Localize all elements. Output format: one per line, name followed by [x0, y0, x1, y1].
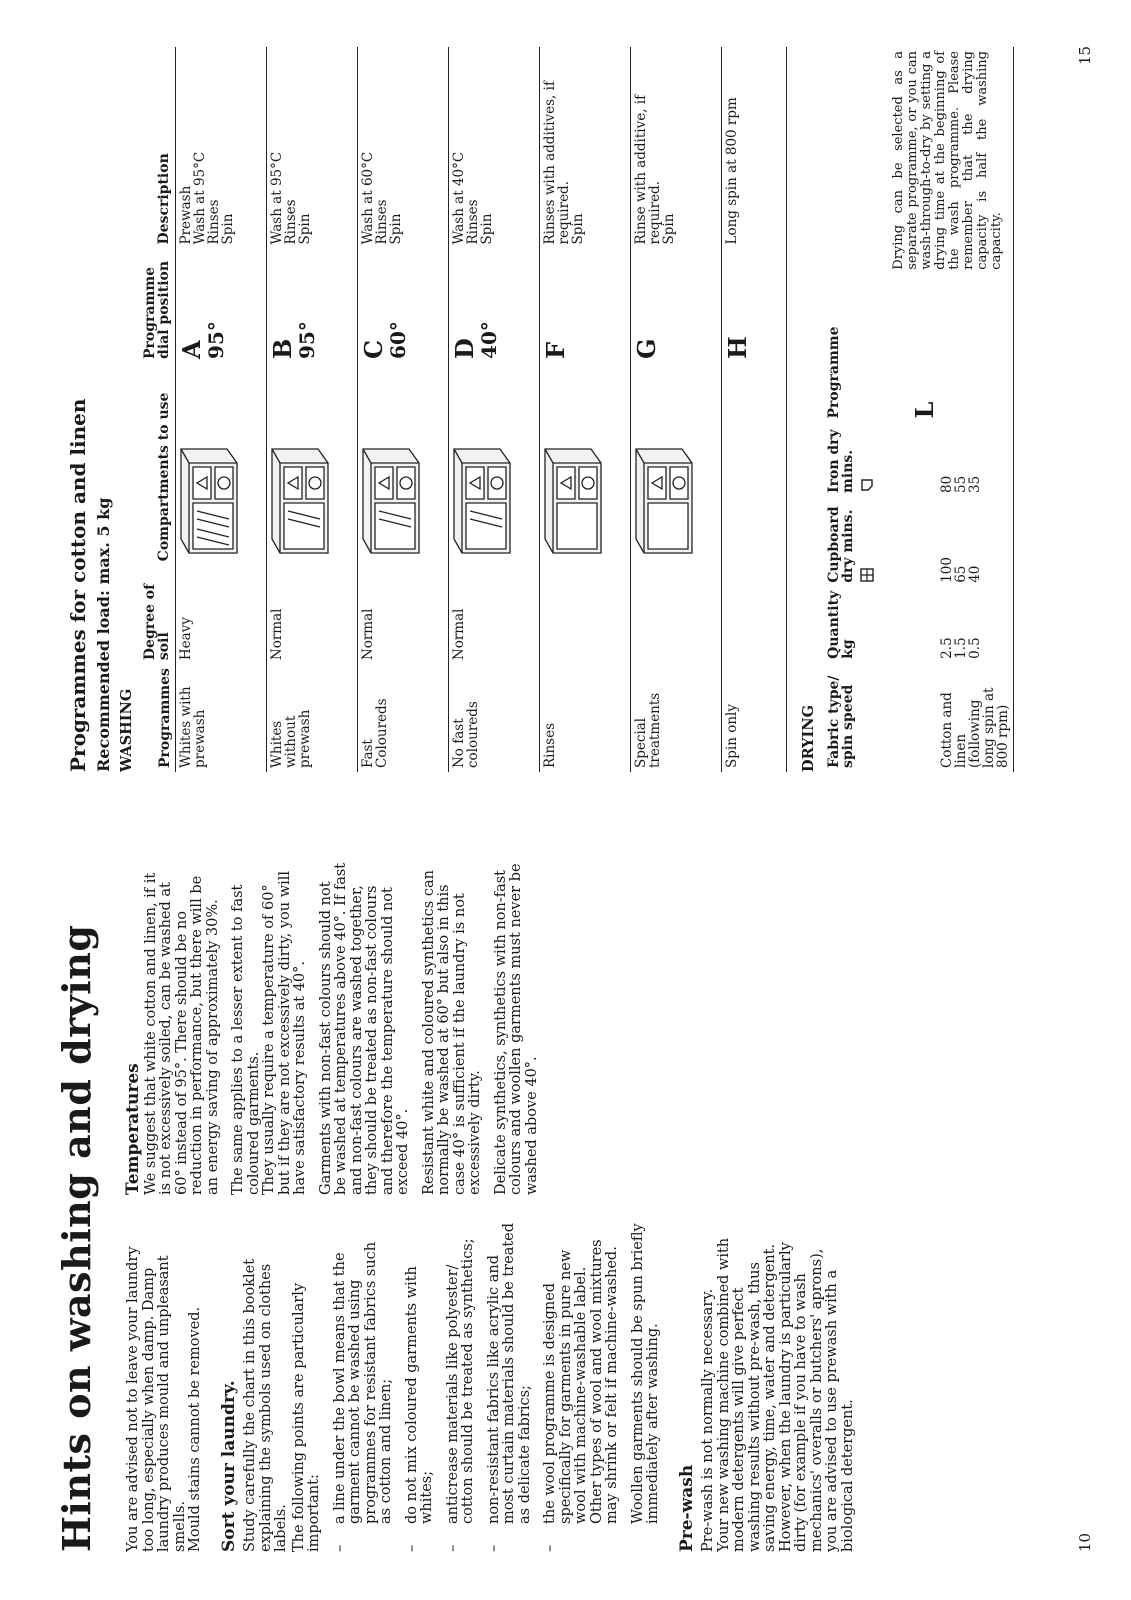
- column-header: [824, 663, 882, 772]
- description-line: Spin: [387, 213, 404, 245]
- programme-cell: Rinses: [539, 664, 630, 772]
- detergent-drawer-icon: [634, 443, 696, 561]
- drying-table: [824, 47, 1014, 772]
- washing-table: [140, 47, 787, 772]
- cupboard-dry-icon: [859, 567, 875, 583]
- dial-temperature: 40°: [476, 321, 501, 359]
- detergent-drawer-icon: [270, 443, 332, 561]
- column-label: Fabric type/ spin speed: [825, 675, 856, 768]
- column-header: Description: [155, 153, 172, 245]
- recommended-load: Recommended load: max. 5 kg: [93, 497, 113, 772]
- dial-cell: [630, 248, 721, 362]
- soil-cell: [539, 565, 630, 664]
- description-line: Spin: [569, 213, 586, 245]
- dial-letter: F: [540, 341, 570, 359]
- temperature-paragraph: They usually require a temperature of 60° but if they are not excessively dirty, you will have satisfactory results at 40°.: [260, 870, 308, 1195]
- column-header: Programme dial position: [141, 260, 172, 359]
- dial-letter: A: [176, 340, 206, 359]
- iron-cell: [882, 423, 1014, 497]
- prewash-paragraph: Your new washing machine combined with modern detergents will give perfect washing results without pre-wash, thus saving energy, time, water and detergent.: [715, 1237, 778, 1552]
- table-row: [630, 47, 721, 772]
- list-item: – anticrease materials like polyester/ cotton should be treated as synthetics;: [445, 1222, 476, 1552]
- column-header: [824, 497, 882, 587]
- sort-paragraph: The following points are particularly important:: [290, 1282, 322, 1552]
- detergent-drawer-icon: [179, 443, 241, 561]
- column-header: Programmes: [156, 668, 173, 768]
- dial-letter: H: [722, 336, 752, 359]
- table-row: [175, 47, 266, 772]
- temperatures-heading: Temperatures: [122, 1063, 143, 1195]
- list-item: – non-resistant fabrics like acrylic and most curtain materials should be treated as delicate fabrics;: [486, 1222, 533, 1552]
- dial-letter: G: [631, 338, 661, 359]
- left-column: [126, 1222, 866, 1552]
- temperature-paragraph: We suggest that white cotton and linen, if it is not excessively soiled, can be washed at 60° instead of 95°. There should be no reduction in performance, but there will be an energy saving of approximately 30%.: [142, 872, 220, 1195]
- woollen-note: Woollen garments should be spun briefly immediately after washing.: [629, 1223, 661, 1524]
- dial-cell: [448, 248, 539, 362]
- column-header: [824, 587, 882, 663]
- iron-value: 80: [938, 475, 955, 493]
- temperature-paragraph: The same applies to a lesser extent to fast coloured garments.: [229, 884, 261, 1195]
- description-cell: [721, 47, 786, 248]
- sort-heading: Sort your laundry.: [218, 1380, 238, 1552]
- dial-cell: [175, 248, 266, 362]
- description-line: Long spin at 800 rpm: [723, 97, 740, 245]
- page-title: Hints on washing and drying: [53, 924, 99, 1552]
- soil-cell: Normal: [448, 565, 539, 664]
- quantity-value: 1.5: [952, 637, 969, 659]
- page-number: 10: [1075, 1532, 1094, 1552]
- column-label: Quantity kg: [825, 590, 856, 659]
- dial-letter: D: [449, 338, 479, 359]
- column-header: Degree of soil: [141, 583, 172, 661]
- description-line: Wash at 95°C: [268, 151, 285, 245]
- dial-temperature: 60°: [385, 321, 410, 359]
- table-header: [140, 47, 176, 772]
- dial-cell: [266, 248, 357, 362]
- iron-dry-icon: [859, 477, 875, 493]
- list-item: – a line under the bowl means that the garment cannot be washed using programmes for resistant fabrics such as cotton and linen;: [332, 1222, 394, 1552]
- description-line: Wash at 95°C: [191, 151, 208, 245]
- iron-value: 55: [952, 475, 969, 493]
- programmes-title: Programmes for cotton and linen: [65, 398, 90, 772]
- cupboard-value: 100: [938, 557, 955, 583]
- prewash-paragraph: Pre-wash is not normally necessary.: [699, 1288, 716, 1552]
- rotated-spread: [16, 20, 1116, 1580]
- description-line: Rinses with additives, if required.: [541, 81, 572, 245]
- fabric-cell: Cotton and linen (following long spin at 800 rpm): [882, 663, 1014, 772]
- programme-cell: [882, 274, 1014, 423]
- compartments-cell: [357, 363, 448, 565]
- description-line: Wash at 40°C: [450, 151, 467, 245]
- soil-cell: [630, 565, 721, 664]
- programme-cell: Special treatments: [630, 664, 721, 772]
- compartments-cell: [175, 363, 266, 565]
- dial-temperature: 95°: [294, 321, 319, 359]
- dial-letter: L: [909, 401, 939, 419]
- soil-cell: Normal: [266, 565, 357, 664]
- cupboard-value: 65: [952, 565, 969, 583]
- sort-list: [332, 1222, 620, 1552]
- description-line: Rinse with additive, if required.: [632, 94, 663, 245]
- drying-heading: DRYING: [799, 705, 817, 772]
- table-row: [539, 47, 630, 772]
- list-item: – do not mix coloured garments with whites;: [404, 1222, 435, 1552]
- prewash-paragraph: However, when the laundry is particularly dirty (for example if you have to wash mechanics' overalls or butchers' aprons), you are advised to use prewash with a biological detergent.: [777, 1242, 855, 1552]
- compartments-cell: [539, 363, 630, 565]
- description-line: Rinses: [205, 199, 222, 245]
- description-line: Spin: [296, 213, 313, 245]
- left-page: [16, 820, 1116, 1580]
- detergent-drawer-icon: [361, 443, 423, 561]
- prewash-heading: Pre-wash: [676, 1464, 696, 1552]
- right-page: [16, 30, 1116, 790]
- quantity-cell: [882, 587, 1014, 663]
- right-column: [122, 860, 550, 1195]
- list-item: – the wool programme is designed specifically for garments in pure new wool with machine-washable label. Other types of wool and wool mixtures may shrink or felt if machine-washed.: [543, 1222, 621, 1552]
- intro-paragraph: You are advised not to leave your laundry too long, especially when damp. Damp laundry produces mould and unpleasant smells.: [124, 1246, 187, 1552]
- compartments-cell: [448, 363, 539, 565]
- temperature-paragraph: Resistant white and coloured synthetics can normally be washed at 60° but also in this case 40° is sufficient if the laundry is not excessively dirty.: [420, 870, 483, 1195]
- quantity-value: 2.5: [938, 637, 955, 659]
- soil-cell: [721, 565, 786, 664]
- programme-cell: Whites with prewash: [175, 664, 266, 772]
- description-line: Rinses: [282, 199, 299, 245]
- description-line: Rinses: [373, 199, 390, 245]
- table-row: [266, 47, 357, 772]
- table-header: [824, 47, 882, 772]
- column-header: Compartments to use: [155, 392, 172, 562]
- quantity-value: 0.5: [966, 637, 983, 659]
- cupboard-cell: [882, 497, 1014, 587]
- intro-paragraph: Mould stains cannot be removed.: [186, 1306, 203, 1552]
- cupboard-value: 40: [966, 565, 983, 583]
- table-row: [721, 47, 786, 772]
- description-line: Prewash: [177, 185, 194, 245]
- dial-temperature: 95°: [203, 321, 228, 359]
- description-cell: [266, 47, 357, 248]
- dial-letter: C: [358, 339, 388, 359]
- column-label: Iron dry mins.: [825, 429, 856, 493]
- description-cell: [539, 47, 630, 248]
- soil-cell: Normal: [357, 565, 448, 664]
- column-header: [824, 274, 882, 423]
- sort-paragraph: Study carefully the chart in this booklet explaining the symbols used on clothes labels.: [241, 1258, 289, 1552]
- programme-cell: Spin only: [721, 664, 786, 772]
- detergent-drawer-icon: [543, 443, 605, 561]
- compartments-cell: [630, 363, 721, 565]
- description-line: Spin: [660, 213, 677, 245]
- description-line: Rinses: [464, 199, 481, 245]
- column-label: Cupboard dry mins.: [825, 506, 856, 583]
- table-row: [357, 47, 448, 772]
- programme-cell: Fast Coloureds: [357, 664, 448, 772]
- washing-heading: WASHING: [117, 688, 135, 772]
- description-line: Spin: [219, 213, 236, 245]
- programme-cell: No fast coloureds: [448, 664, 539, 772]
- dial-cell: [539, 248, 630, 362]
- description-cell: [630, 47, 721, 248]
- soil-cell: Heavy: [175, 565, 266, 664]
- compartments-cell: [721, 363, 786, 565]
- description-line: Wash at 60°C: [359, 151, 376, 245]
- table-row: [882, 47, 1014, 772]
- description-cell: Drying can be selected as a separate programme, or you can wash-through-to-dry by setting a drying time at the beginning of the wash programme. Please remember that the drying capacity is half the washing capacity.: [882, 47, 1014, 274]
- column-header: [824, 423, 882, 497]
- page-number: 15: [1075, 45, 1094, 65]
- table-row: [448, 47, 539, 772]
- temperature-paragraph: Delicate synthetics, synthetics with non-fast colours and woollen garments must never be washed above 40°.: [492, 863, 539, 1195]
- compartments-cell: [266, 363, 357, 565]
- column-label: Programme: [825, 326, 842, 419]
- dial-cell: [721, 248, 786, 362]
- column-header: [824, 47, 882, 274]
- programme-cell: Whites without prewash: [266, 664, 357, 772]
- description-cell: [448, 47, 539, 248]
- description-cell: [357, 47, 448, 248]
- dial-letter: B: [267, 338, 297, 359]
- temperature-paragraph: Garments with non-fast colours should not be washed at temperatures above 40°. If fast and non-fast colours are washed together, they should be treated as non-fast colours and therefore the temperature should not exceed 40°.: [317, 862, 411, 1195]
- detergent-drawer-icon: [452, 443, 514, 561]
- description-line: Spin: [478, 213, 495, 245]
- iron-value: 35: [966, 475, 983, 493]
- dial-cell: [357, 248, 448, 362]
- description-cell: [175, 47, 266, 248]
